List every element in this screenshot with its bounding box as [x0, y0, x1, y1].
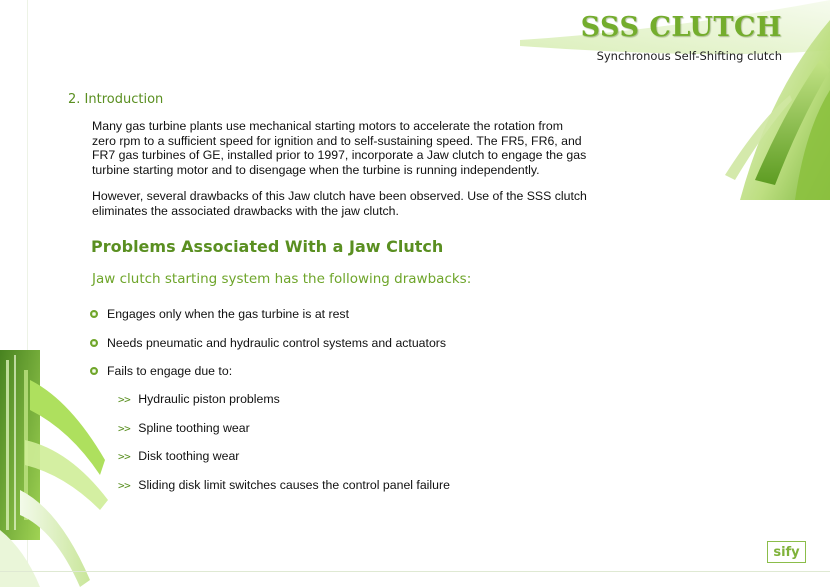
drawbacks-paragraph: However, several drawbacks of this Jaw clutch have been observed. Use of the SSS clutch eliminates the associated drawbacks with the jaw clutch. [92, 189, 587, 218]
sub-marker: >> [118, 392, 131, 406]
bullet-text: Engages only when the gas turbine is at rest [107, 307, 349, 321]
section-heading: 2. Introduction [68, 92, 164, 107]
circle-bullet-icon [90, 367, 98, 375]
problems-heading: Problems Associated With a Jaw Clutch [91, 237, 444, 256]
sub-marker: >> [118, 478, 131, 492]
sub-item [118, 392, 280, 406]
sub-marker: >> [118, 421, 131, 435]
brand-title: SSS CLUTCH [580, 12, 782, 43]
sub-item-text: Spline toothing wear [138, 421, 250, 435]
sify-logo: sify [767, 541, 806, 563]
sub-item-text: Hydraulic piston problems [138, 392, 280, 406]
sub-marker: >> [118, 449, 131, 463]
sub-item [118, 421, 250, 435]
bullet-text: Fails to engage due to: [107, 364, 233, 378]
bottom-rule [0, 571, 830, 572]
bullet-text: Needs pneumatic and hydraulic control systems and actuators [107, 336, 447, 350]
intro-paragraph: Many gas turbine plants use mechanical starting motors to accelerate the rotation from zero rpm to a sufficient speed for ignition and to self-sustaining speed. The FR5, FR6, and FR7 gas turbines of GE, installed prior to 1997, incorporate a Jaw clutch to engage the gas turbine starting motor and to disengage when the turbine is running independently. [92, 119, 587, 177]
bullet-item [90, 364, 232, 378]
sub-item [118, 478, 450, 492]
sub-item-text: Disk toothing wear [138, 449, 240, 463]
circle-bullet-icon [90, 339, 98, 347]
brand-subtitle: Synchronous Self-Shifting clutch [596, 49, 782, 63]
bullet-item [90, 307, 349, 321]
circle-bullet-icon [90, 310, 98, 318]
sub-item-text: Sliding disk limit switches causes the control panel failure [138, 478, 450, 492]
sub-item [118, 449, 239, 463]
bullet-item [90, 336, 446, 350]
problems-subheading: Jaw clutch starting system has the following drawbacks: [92, 271, 472, 287]
